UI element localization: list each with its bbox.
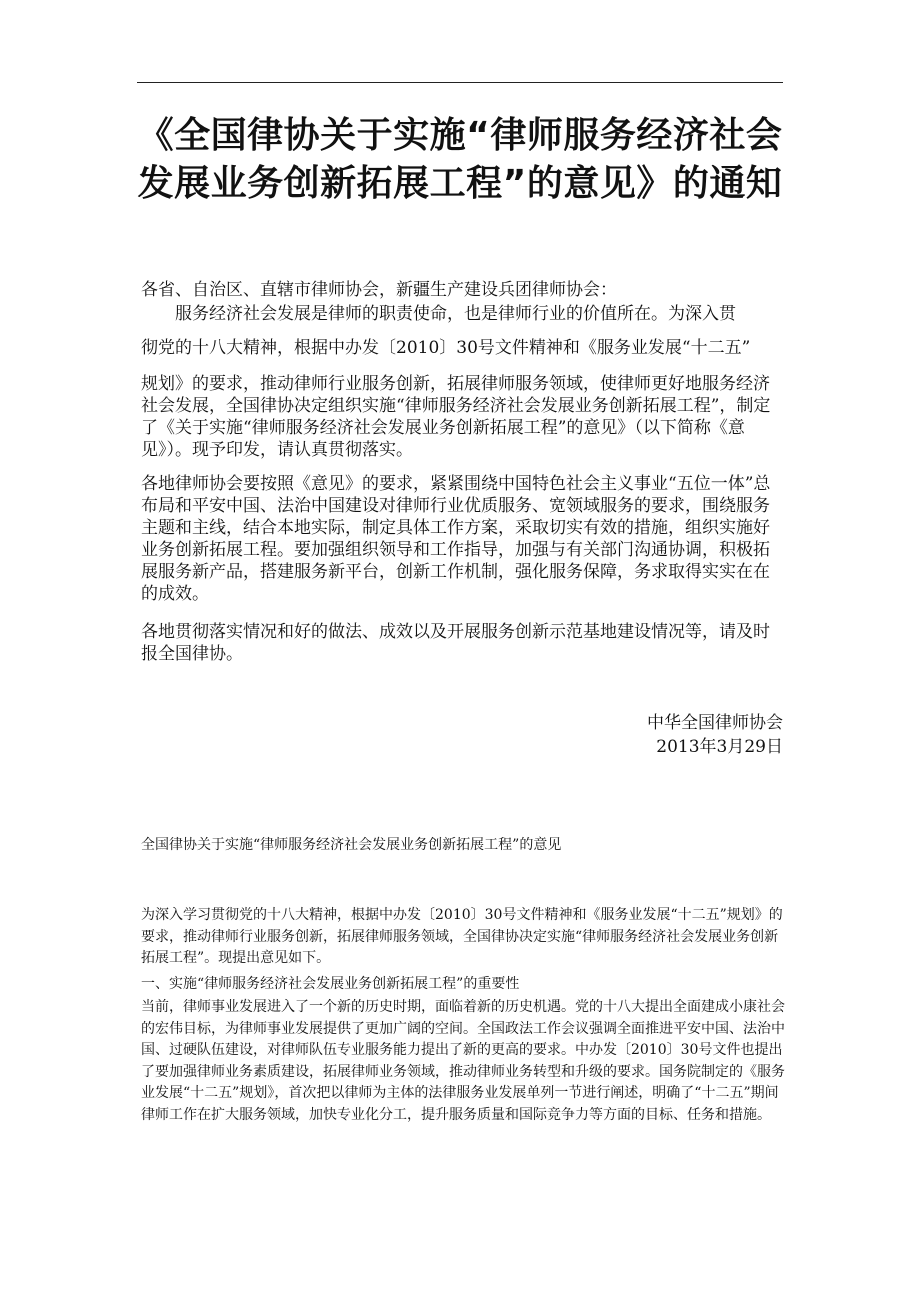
section-1-heading: 一、实施“律师服务经济社会发展业务创新拓展工程”的重要性 <box>141 976 520 992</box>
signature-block <box>647 711 783 759</box>
paragraph-3: 各地贯彻落实情况和好的做法、成效以及开展服务创新示范基地建设情况等，请及时报全国律协。 <box>141 622 770 664</box>
section-1-body: 当前，律师事业发展进入了一个新的历史时期，面临着新的历史机遇。党的十八大提出全面建成小康社会的宏伟目标，为律师事业发展提供了更加广阔的空间。全国政法工作会议强调全面推进平安中国、法治中国、过硬队伍建设，对律师队伍专业服务能力提出了新的更高的要求。中办发〔2010〕30号文件也提出了要加强律师业务素质建设，拓展律师业务领域，推动律师业务转型和升级的要求。国务院制定的《服务业发展“十二五”规划》，首次把以律师为主体的法律服务业发展单列一节进行阐述，明确了“十二五”期间律师工作在扩大服务领域，加快专业化分工，提升服务质量和国际竞争力等方面的目标、任务和措施。 <box>141 999 785 1123</box>
paragraph-1-line-2: 彻党的十八大精神，根据中办发〔2010〕30号文件精神和《服务业发展“十二五” <box>141 338 751 358</box>
opinion-title: 全国律协关于实施“律师服务经济社会发展业务创新拓展工程”的意见 <box>141 837 562 853</box>
paragraph-1-line-1: 服务经济社会发展是律师的职责使命，也是律师行业的价值所在。为深入贯 <box>175 304 736 324</box>
header-rule <box>137 82 783 83</box>
opinion-intro: 为深入学习贯彻党的十八大精神，根据中办发〔2010〕30号文件精神和《服务业发展“十二五”规划》的要求，推动律师行业服务创新，拓展律师服务领域，全国律协决定实施“律师服务经济社会发展业务创新拓展工程”。现提出意见如下。 <box>141 907 783 966</box>
paragraph-1-rest: 规划》的要求，推动律师行业服务创新，拓展律师服务领域，使律师更好地服务经济社会发展，全国律协决定组织实施“律师服务经济社会发展业务创新拓展工程”，制定了《关于实施“律师服务经济社会发展业务创新拓展工程”的意见》（以下简称《意见》）。现予印发，请认真贯彻落实。 <box>141 374 771 460</box>
signature-date: 2013年3月29日 <box>656 737 783 757</box>
salutation: 各省、自治区、直辖市律师协会，新疆生产建设兵团律师协会： <box>141 280 617 300</box>
notice-title: 《全国律协关于实施“律师服务经济社会发展业务创新拓展工程”的意见》的通知 <box>137 115 783 204</box>
signature-org: 中华全国律师协会 <box>647 713 783 733</box>
paragraph-1 <box>141 303 784 461</box>
paragraph-2: 各地律师协会要按照《意见》的要求，紧紧围绕中国特色社会主义事业“五位一体”总布局和平安中国、法治中国建设对律师行业优质服务、宽领域服务的要求，围绕服务主题和主线，结合本地实际，制定具体工作方案，采取切实有效的措施，组织实施好业务创新拓展工程。要加强组织领导和工作指导，加强与有关部门沟通协调，积极拓展服务新产品，搭建服务新平台，创新工作机制，强化服务保障，务求取得实实在在的成效。 <box>141 474 771 604</box>
